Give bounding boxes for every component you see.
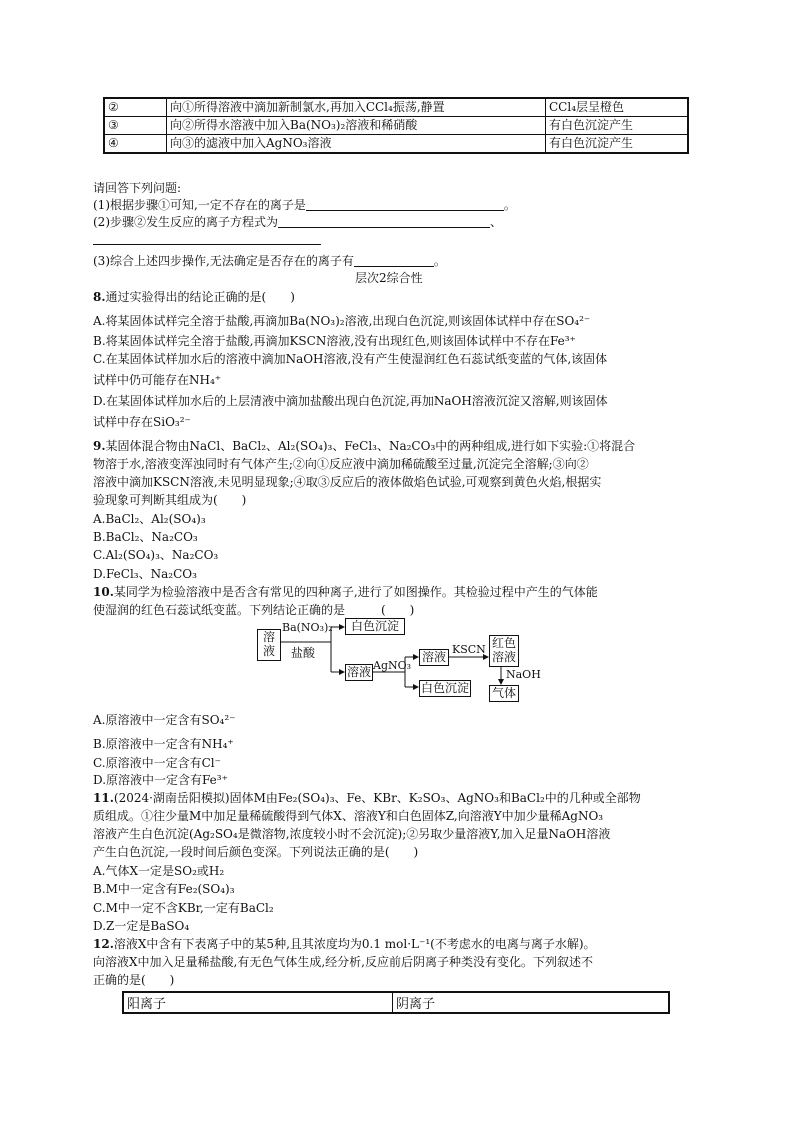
q8-option-a-text: A.将某固体试样完全溶于盐酸,再滴加Ba(NO₃)₂溶液,出现白色沉淀,则该固体试样中存在	[93, 314, 557, 328]
q10-option-a-text: A.原溶液中一定含有	[93, 713, 202, 727]
q11-option-c: C.M中一定不含KBr,一定有BaCl₂	[93, 901, 274, 915]
q11-option-d: D.Z一定是BaSO₄	[93, 919, 190, 933]
q12-line1	[93, 936, 596, 953]
q7-part3-end: 。	[433, 254, 446, 268]
step-operation: 向③的滤液中加入AgNO₃溶液	[167, 135, 546, 154]
q10-option-d: D.原溶液中一定含有Fe³⁺	[93, 773, 228, 787]
q11-line1	[93, 790, 641, 807]
q7-part3-text: (3)综合上述四步操作,无法确定是否存在的离子有	[93, 254, 354, 268]
q8-stem	[93, 289, 295, 306]
reagent-label: AgNO₃	[373, 659, 412, 672]
step-number: ④	[104, 135, 167, 154]
q9-option-c: C.Al₂(SO₄)₃、Na₂CO₃	[93, 548, 219, 562]
q7-part1-text: (1)根据步骤①可知,一定不存在的离子是	[93, 198, 306, 212]
step-number: ②	[104, 98, 167, 117]
q11-text: (2024·湖南岳阳模拟)固体M由Fe₂(SO₄)₃、Fe、KBr、K₂SO₃、AgNO₃和BaCl₂中的几种或全部物	[113, 791, 641, 805]
q9-line3: 溶液中滴加KSCN溶液,未见明显现象;④取③反应后的液体做焰色试验,可观察到黄色火焰,根据实	[93, 475, 602, 489]
q10-line2: 使湿润的红色石蕊试纸变蓝。下列结论正确的是 ( )	[93, 603, 415, 617]
q10-option-b-text: B.原溶液中一定含有	[93, 737, 202, 751]
q11-option-b: B.M中一定含有Fe₂(SO₄)₃	[93, 882, 235, 896]
q8-option-d-text: 试样中存在	[93, 415, 154, 429]
q7-part2-line2	[93, 231, 321, 248]
reagent-label: 盐酸	[291, 646, 316, 660]
ion-formula: SO₄²⁻	[201, 713, 236, 727]
q10-text: 某同学为检验溶液中是否含有常见的四种离子,进行了如图操作。其检验过程中产生的气体能	[113, 585, 598, 599]
q11-line4: 产生白色沉淀,一段时间后颜色变深。下列说法正确的是( )	[93, 845, 419, 859]
precipitate-box: 白色沉淀	[420, 681, 469, 695]
q12-line2: 向溶液X中加入足量稀盐酸,有无色气体生成,经分析,反应前后阴离子种类没有变化。下列叙述不	[93, 955, 593, 969]
table-header-row	[123, 992, 669, 1013]
table-row	[104, 135, 688, 154]
q8-option-a	[93, 313, 590, 330]
q9-line4: 验现象可判断其组成为( )	[93, 493, 247, 507]
q11-option-a: A.气体X一定是SO₂或H₂	[93, 864, 225, 878]
q11-line2: 质组成。①往少量M中加足量稀硫酸得到气体X、溶液Y和白色固体Z,向溶液Y中加少量稀AgNO₃	[93, 809, 604, 823]
table-row	[104, 98, 688, 117]
column-header: 阳离子	[123, 992, 393, 1013]
q8-stem-text: 通过实验得出的结论正确的是( )	[105, 290, 295, 304]
ion-formula: NH₄⁺	[189, 373, 222, 387]
q10-line1	[93, 584, 598, 601]
q7-part1-end: 。	[503, 198, 516, 212]
answer-blank[interactable]	[354, 253, 434, 267]
q8-option-d-line1: D.在某固体试样加水后的上层清液中滴加盐酸出现白色沉淀,再加NaOH溶液沉淀又溶解,则该固体	[93, 394, 608, 408]
q9-option-d: D.FeCl₃、Na₂CO₃	[93, 567, 197, 581]
precipitate-box: 白色沉淀	[345, 618, 405, 635]
q12-text: 溶液X中含有下表离子中的某5种,且其浓度均为0.1 mol·L⁻¹(不考虑水的电离与离子水解)。	[113, 937, 596, 951]
step-result: 有白色沉淀产生	[546, 135, 689, 154]
q9-option-b: B.BaCl₂、Na₂CO₃	[93, 530, 198, 544]
q10-option-a	[93, 712, 236, 729]
start-solution-box: 溶液	[257, 629, 281, 661]
ion-formula: SO₄²⁻	[556, 314, 591, 328]
q9-option-a: A.BaCl₂、Al₂(SO₄)₃	[93, 512, 206, 526]
q8-option-b: B.将某固体试样完全溶于盐酸,再滴加KSCN溶液,没有出现红色,则该固体试样中不存在Fe³⁺	[93, 334, 576, 348]
q9-line2: 物溶于水,溶液变浑浊同时有气体产生;②向①反应液中滴加稀硫酸至过量,沉淀完全溶解;③向②	[93, 457, 589, 471]
q8-option-c-line2	[93, 372, 221, 389]
q8-option-d-line2	[93, 414, 191, 431]
ion-formula: NH₄⁺	[201, 737, 234, 751]
step-result: 有白色沉淀产生	[546, 117, 689, 135]
q7-part1	[93, 197, 516, 214]
step-result: CCl₄层呈橙色	[546, 98, 689, 117]
question-number: 11.	[93, 791, 114, 805]
steps-table	[103, 97, 689, 154]
question-number: 10.	[93, 585, 114, 599]
q10-option-c: C.原溶液中一定含有Cl⁻	[93, 756, 221, 770]
q8-option-c-text: 试样中仍可能存在	[93, 373, 190, 387]
answer-blank[interactable]	[93, 231, 321, 245]
solution-box: 溶液	[419, 649, 449, 666]
table-row	[104, 117, 688, 135]
q8-option-c-line1: C.在某固体试样加水后的溶液中滴加NaOH溶液,没有产生使湿润红色石蕊试纸变蓝的气体,该固体	[93, 352, 608, 366]
question-number: 8.	[93, 290, 106, 304]
ion-formula: SiO₃²⁻	[153, 415, 191, 429]
q7-part3	[93, 253, 446, 270]
question-number: 12.	[93, 937, 114, 951]
section-title: 层次2综合性	[355, 271, 423, 285]
answer-blank[interactable]	[278, 214, 490, 228]
q7-intro: 请回答下列问题:	[93, 181, 182, 195]
red-solution-box: 红色溶液	[489, 635, 519, 667]
step-operation: 向①所得溶液中滴加新制氯水,再加入CCl₄振荡,静置	[167, 98, 546, 117]
answer-blank[interactable]	[306, 197, 504, 211]
reagent-label: Ba(NO₃)₂	[282, 621, 333, 634]
q7-part2-sep: 、	[490, 215, 503, 229]
q9-line1	[93, 438, 635, 455]
column-header: 阴离子	[393, 992, 670, 1013]
ions-table	[122, 991, 670, 1014]
question-number: 9.	[93, 439, 106, 453]
step-number: ③	[104, 117, 167, 135]
q11-line3: 溶液产生白色沉淀(Ag₂SO₄是微溶物,浓度较小时不会沉淀);②另取少量溶液Y,加入足量NaOH溶液	[93, 827, 611, 841]
reagent-label: NaOH	[506, 668, 541, 681]
q9-text: 某固体混合物由NaCl、BaCl₂、Al₂(SO₄)₃、FeCl₃、Na₂CO₃中的两种组成,进行如下实验:①将混合	[105, 439, 636, 453]
gas-box: 气体	[489, 685, 519, 702]
solution-box: 溶液	[346, 665, 371, 679]
reagent-label: KSCN	[452, 643, 486, 656]
q12-line3: 正确的是( )	[93, 973, 175, 987]
q10-option-b	[93, 736, 234, 753]
q7-part2	[93, 214, 502, 231]
step-operation: 向②所得水溶液中加入Ba(NO₃)₂溶液和稀硝酸	[167, 117, 546, 135]
q7-part2-text: (2)步骤②发生反应的离子方程式为	[93, 215, 278, 229]
q10-flow-diagram	[255, 617, 555, 702]
